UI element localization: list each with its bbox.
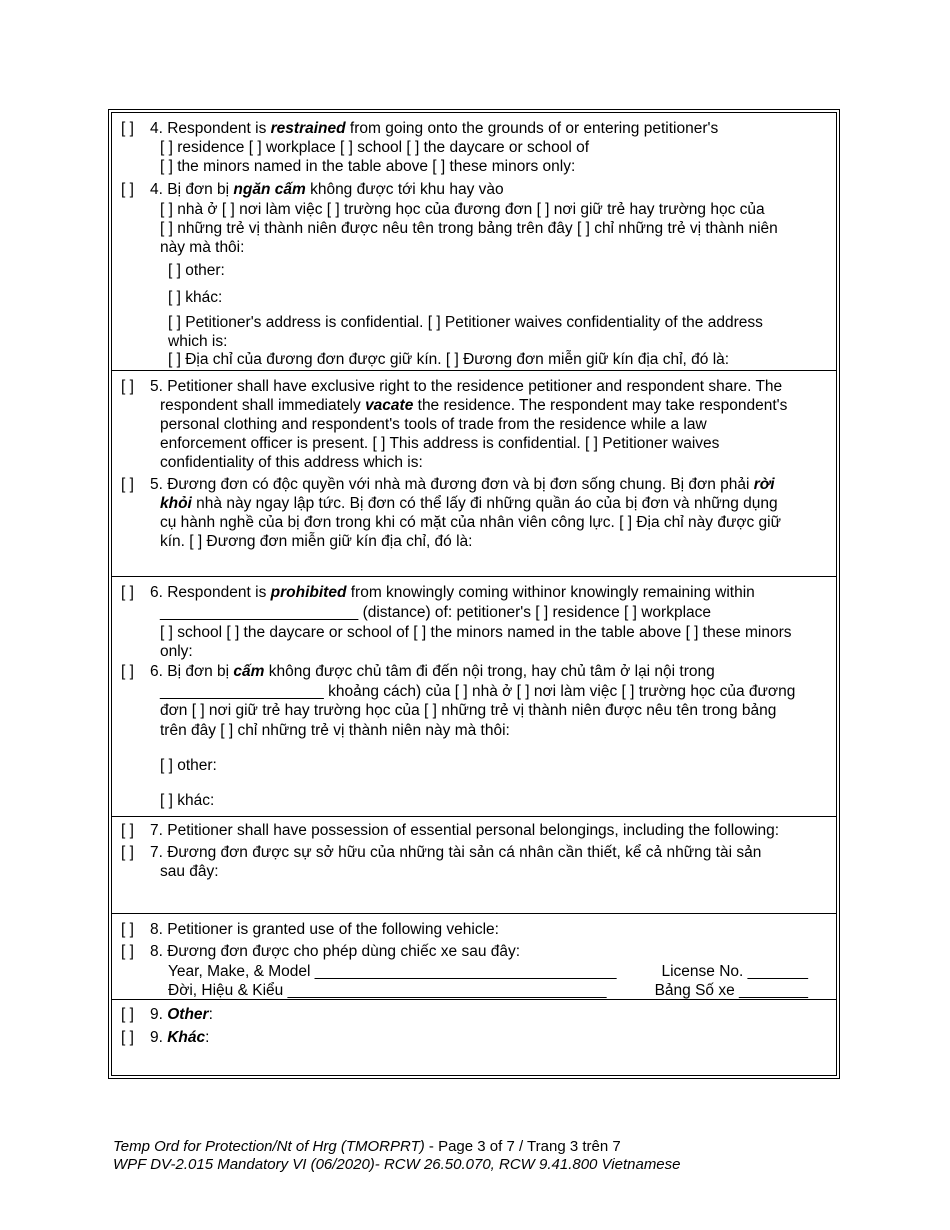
section-5: [112, 371, 836, 576]
footer-line1: Temp Ord for Protection/Nt of Hrg (TMORPRT) - Page 3 of 7 / Trang 3 trên 7: [113, 1138, 621, 1155]
s4-other: [ ] other:: [168, 262, 225, 279]
doi-hieu-kieu-field[interactable]: Đời, Hiệu & Kiểu _____________________________________: [168, 982, 607, 999]
s9-vi: 9. Khác:: [150, 1029, 210, 1046]
s5-en-line5: confidentiality of this address which is:: [160, 454, 423, 471]
s7-vi-line1: 7. Đương đơn được sự sở hữu của những tài sản cá nhân cần thiết, kể cả những tài sản: [150, 844, 762, 861]
s8-en: 8. Petitioner is granted use of the following vehicle:: [150, 921, 499, 938]
section-6: [112, 577, 836, 817]
s4-vi-line1: 4. Bị đơn bị ngăn cấm không được tới khu hay vào: [150, 181, 504, 198]
section-9: [112, 1000, 836, 1075]
checkbox-9-en[interactable]: [ ]: [121, 1006, 134, 1023]
s6-en-line4: only:: [160, 643, 193, 660]
s4-vi-line4: này mà thôi:: [160, 239, 245, 256]
checkbox-9-vi[interactable]: [ ]: [121, 1029, 134, 1046]
s7-vi-line2: sau đây:: [160, 863, 219, 880]
s5-vi-line1: 5. Đương đơn có độc quyền với nhà mà đương đơn và bị đơn sống chung. Bị đơn phải rời: [150, 476, 775, 493]
s4-khac: [ ] khác:: [168, 289, 223, 306]
s6-vi-line4: trên đây [ ] chỉ những trẻ vị thành niên này mà thôi:: [160, 722, 510, 739]
year-make-model-field[interactable]: Year, Make, & Model ___________________________________: [168, 963, 617, 980]
s6-vi-line1: 6. Bị đơn bị cấm không được chủ tâm đi đến nội trong, hay chủ tâm ở lại nội trong: [150, 663, 715, 680]
s4-vi-line3: [ ] những trẻ vị thành niên được nêu tên trong bảng trên đây [ ] chỉ những trẻ vị thành niên: [160, 220, 778, 237]
checkbox-5-en[interactable]: [ ]: [121, 378, 134, 395]
checkbox-7-en[interactable]: [ ]: [121, 822, 134, 839]
page-footer: [113, 1138, 681, 1174]
s5-vi-line2: khỏi nhà này ngay lập tức. Bị đơn có thể lấy đi những quần áo của bị đơn và những dụng: [160, 495, 778, 512]
license-no-field[interactable]: License No. _______: [661, 963, 808, 980]
s8-doi-hieu-kieu: [168, 981, 828, 1000]
checkbox-8-vi[interactable]: [ ]: [121, 943, 134, 960]
footer-line2: WPF DV-2.015 Mandatory VI (06/2020)- RCW 26.50.070, RCW 9.41.800 Vietnamese: [113, 1156, 681, 1173]
s8-year-make-model: [168, 962, 828, 981]
checkbox-4-en[interactable]: [ ]: [121, 120, 134, 137]
s4-en-line3: [ ] the minors named in the table above [ ] these minors only:: [160, 158, 576, 175]
s7-en: 7. Petitioner shall have possession of essential personal belongings, including the following:: [150, 822, 780, 839]
form-frame: [111, 112, 837, 1076]
checkbox-7-vi[interactable]: [ ]: [121, 844, 134, 861]
s6-khac: [ ] khác:: [160, 792, 215, 809]
s4-conf-vi: [ ] Địa chỉ của đương đơn được giữ kín. [ ] Đương đơn miễn giữ kín địa chỉ, đó là:: [168, 351, 730, 368]
s5-vi-line4: kín. [ ] Đương đơn miễn giữ kín địa chỉ, đó là:: [160, 533, 473, 550]
s6-en-line3: [ ] school [ ] the daycare or school of [ ] the minors named in the table above [ ] these minors: [160, 624, 792, 641]
s4-vi-line2: [ ] nhà ở [ ] nơi làm việc [ ] trường học của đương đơn [ ] nơi giữ trẻ hay trường học của: [160, 201, 765, 218]
s5-en-line4: enforcement officer is present. [ ] This address is confidential. [ ] Petitioner waives: [160, 435, 720, 452]
s4-conf-en-line1: [ ] Petitioner's address is confidential. [ ] Petitioner waives confidentiality of the address: [168, 314, 763, 331]
s6-en-line2: _______________________ (distance) of: petitioner's [ ] residence [ ] workplace: [160, 604, 711, 621]
s5-vi-line3: cụ hành nghề của bị đơn trong khi có mặt của nhân viên công lực. [ ] Địa chỉ này được giữ: [160, 514, 781, 531]
s4-en-line1: 4. Respondent is restrained from going onto the grounds of or entering petitioner's: [150, 120, 719, 137]
checkbox-8-en[interactable]: [ ]: [121, 921, 134, 938]
bang-so-xe-field[interactable]: Bảng Số xe ________: [654, 982, 808, 999]
section-7: [112, 817, 836, 913]
section-8: [112, 914, 836, 1000]
s8-vi: 8. Đương đơn được cho phép dùng chiếc xe sau đây:: [150, 943, 521, 960]
s6-en-line1: 6. Respondent is prohibited from knowingly coming withinor knowingly remaining within: [150, 584, 755, 601]
checkbox-6-vi[interactable]: [ ]: [121, 663, 134, 680]
s4-conf-en-line2: which is:: [168, 333, 228, 350]
s5-en-line1: 5. Petitioner shall have exclusive right to the residence petitioner and respondent share. The: [150, 378, 783, 395]
section-4: [112, 113, 836, 371]
s5-en-line3: personal clothing and respondent's tools of trade from the residence while a law: [160, 416, 707, 433]
checkbox-5-vi[interactable]: [ ]: [121, 476, 134, 493]
s6-vi-line2: ___________________ khoảng cách) của [ ] nhà ở [ ] nơi làm việc [ ] trường học của đương: [160, 683, 796, 700]
s6-other: [ ] other:: [160, 757, 217, 774]
checkbox-6-en[interactable]: [ ]: [121, 584, 134, 601]
s5-en-line2: respondent shall immediately vacate the residence. The respondent may take respondent's: [160, 397, 788, 414]
s4-en-line2: [ ] residence [ ] workplace [ ] school [ ] the daycare or school of: [160, 139, 590, 156]
s6-vi-line3: đơn [ ] nơi giữ trẻ hay trường học của [ ] những trẻ vị thành niên được nêu tên trong bảng: [160, 702, 777, 719]
s9-en: 9. Other:: [150, 1006, 213, 1023]
checkbox-4-vi[interactable]: [ ]: [121, 181, 134, 198]
